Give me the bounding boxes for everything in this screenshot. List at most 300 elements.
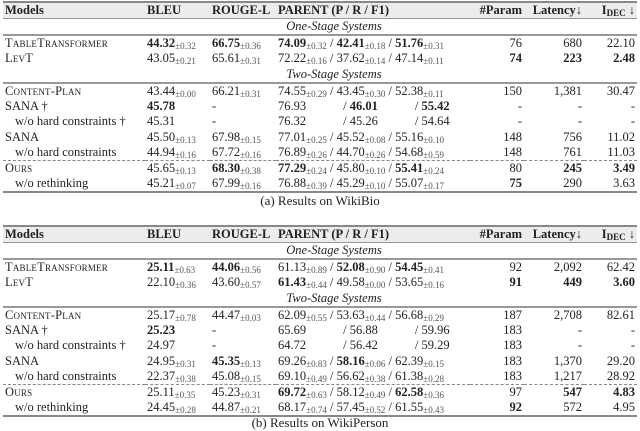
latency-cell (524, 114, 584, 130)
parent-recall-value: 52.08 (336, 260, 365, 274)
parent-recall-std: ±0.10 (364, 166, 386, 176)
parent-f1-std: ±0.10 (423, 134, 444, 145)
latency-value: 1,381 (553, 83, 582, 98)
table-header (3, 226, 637, 243)
latency (554, 84, 582, 98)
bleu-std: ±0.21 (175, 56, 196, 67)
latency-cell (524, 176, 584, 192)
rouge-cell (210, 99, 276, 115)
idec-cell (584, 369, 637, 385)
table-header (3, 2, 637, 19)
param (510, 161, 523, 175)
idec-cell (584, 51, 637, 67)
bleu-std: ±0.00 (175, 88, 196, 99)
separator: / (385, 369, 396, 383)
header-idec (584, 2, 637, 19)
model-name: w/o rethinking (3, 176, 145, 192)
parent-cell (276, 354, 470, 370)
header-bleu: BLEU (145, 226, 210, 243)
section-label: Two-Stage Systems (3, 291, 637, 307)
model-name: w/o hard constraints † (15, 114, 126, 129)
latency-cell (524, 400, 584, 416)
rouge-cell (210, 161, 276, 177)
latency (554, 260, 582, 274)
parent-recall-value: 42.41 (336, 36, 365, 50)
rouge-std: ±0.16 (240, 181, 261, 191)
parent-recall-value: 45.52 (336, 129, 365, 144)
rouge-value: - (212, 114, 217, 129)
table-row (3, 51, 637, 67)
param-cell (470, 400, 524, 416)
separator: / (326, 83, 337, 98)
header-models: Models (3, 2, 145, 19)
bleu-value: 45.31 (147, 114, 176, 129)
bleu-cell (145, 145, 210, 161)
separator: / (385, 129, 396, 144)
idec (631, 114, 635, 128)
bleu-std: ±0.32 (175, 41, 196, 51)
parent-recall (350, 323, 412, 338)
param-cell (470, 385, 524, 401)
parent-cell (276, 83, 470, 99)
separator: / (340, 322, 350, 337)
param-value: 183 (503, 369, 522, 383)
bleu-value: 45.78 (147, 98, 176, 113)
parent-cell (276, 275, 470, 291)
separator: / (326, 275, 337, 290)
parent-cell (276, 385, 470, 401)
bleu-cell (145, 369, 210, 385)
parent-recall-value: 58.12 (336, 385, 365, 399)
rouge-std: ±0.57 (240, 280, 261, 291)
rouge-std: ±0.36 (240, 41, 261, 51)
parent-recall-std: ±0.00 (364, 280, 386, 291)
rouge (212, 176, 261, 190)
table-row (3, 385, 637, 401)
parent-f1-std: ±0.16 (423, 280, 444, 291)
bleu-cell (145, 35, 210, 51)
parent-f1 (395, 260, 444, 274)
model-name: Ours (3, 161, 145, 177)
parent-f1-value: 61.55 (395, 400, 424, 414)
param-cell (470, 83, 524, 99)
section-label: One-Stage Systems (3, 243, 637, 260)
latency-value: 223 (563, 51, 582, 66)
rouge-std: ±0.16 (240, 150, 261, 160)
parent-recall-std: ±0.52 (364, 405, 386, 415)
header-idec-label: I (601, 227, 607, 241)
header-models: Models (3, 226, 145, 243)
bleu-value: 25.17 (147, 307, 176, 322)
parent-f1 (395, 400, 444, 414)
parent-f1-value: 56.68 (395, 307, 424, 322)
idec-value: - (630, 338, 635, 353)
parent-f1 (395, 369, 444, 383)
idec-value: - (630, 114, 635, 129)
parent-cell (276, 259, 470, 275)
latency-cell (524, 385, 584, 401)
parent-f1 (395, 84, 443, 98)
idec-value: 62.42 (606, 260, 635, 274)
parent-f1 (395, 308, 444, 322)
parent-precision (278, 161, 327, 175)
separator: / (411, 98, 422, 113)
idec-cell (584, 354, 637, 370)
param-value: 183 (503, 353, 522, 368)
parent-recall-std: ±0.08 (364, 134, 386, 145)
parent-f1-std: ±0.11 (423, 88, 444, 99)
separator: / (326, 161, 337, 175)
parent-precision (278, 369, 327, 383)
idec-value: 22.10 (606, 36, 635, 50)
param (510, 260, 523, 274)
idec-cell (584, 385, 637, 401)
latency-value: 572 (563, 400, 582, 414)
rouge (212, 385, 261, 399)
bleu (147, 84, 196, 98)
parent-precision-value: 74.55 (278, 83, 307, 98)
parent-precision-std: ±0.32 (306, 41, 327, 51)
parent-f1-std: ±0.15 (423, 358, 444, 369)
idec (631, 338, 635, 352)
header-param: #Param (470, 2, 524, 19)
rouge-cell (210, 83, 276, 99)
parent-recall-value: 56.88 (349, 322, 378, 337)
latency-value: 449 (563, 275, 582, 290)
bleu-cell (145, 161, 210, 177)
param (503, 130, 522, 144)
table-row (3, 400, 637, 416)
bleu-std: ±0.07 (175, 181, 196, 191)
rouge-cell (210, 130, 276, 146)
param (503, 84, 522, 98)
latency-cell (524, 323, 584, 339)
param (510, 176, 523, 190)
param-cell (470, 259, 524, 275)
parent-recall-std: ±0.90 (364, 265, 386, 275)
parent-precision-std: ±0.63 (306, 390, 327, 400)
rouge-cell (210, 114, 276, 130)
table-row (3, 176, 637, 192)
parent-recall-std: ±0.18 (364, 41, 386, 51)
idec-cell (584, 35, 637, 51)
parent-f1-std: ±0.31 (423, 41, 444, 51)
idec-cell (584, 338, 637, 354)
section-label: One-Stage Systems (3, 19, 637, 36)
model-name: w/o hard constraints (15, 145, 117, 159)
separator: / (385, 51, 396, 66)
parent-f1 (395, 354, 444, 368)
bleu-std: ±0.35 (174, 390, 196, 400)
parent-f1-value: 61.38 (395, 369, 424, 383)
bleu (147, 51, 196, 65)
param (510, 275, 523, 289)
param-cell (470, 35, 524, 51)
rouge-std: ±0.13 (240, 358, 261, 369)
param-cell (470, 323, 524, 339)
parent-recall (337, 130, 386, 144)
parent-precision-value: 62.09 (278, 307, 307, 322)
latency (563, 275, 582, 289)
parent-recall-value: 53.63 (336, 307, 365, 322)
param-value: 187 (503, 307, 522, 322)
parent-f1 (395, 161, 444, 175)
parent-precision-value: 76.93 (278, 98, 307, 113)
parent-cell (276, 323, 470, 339)
idec (631, 323, 635, 337)
rouge-cell (210, 176, 276, 192)
idec-value: 11.02 (607, 129, 635, 144)
idec-cell (584, 130, 637, 146)
model-name: LevT (5, 275, 34, 290)
bleu (147, 161, 196, 175)
param-value: 75 (509, 176, 522, 190)
rouge-cell (210, 385, 276, 401)
idec (607, 369, 635, 383)
rouge-cell (210, 307, 276, 323)
table-row (3, 338, 637, 354)
table-row (3, 369, 637, 385)
parent-recall-std: ±0.49 (364, 390, 386, 400)
latency (563, 161, 582, 175)
rouge-value: 45.23 (212, 385, 241, 399)
parent-recall (337, 84, 386, 98)
param-cell (470, 161, 524, 177)
parent-f1-value: 54.45 (395, 260, 424, 274)
parent-precision-value: 74.09 (278, 36, 307, 50)
rouge-cell (210, 400, 276, 416)
param (503, 338, 522, 352)
rouge-value: 44.47 (212, 307, 241, 322)
parent-recall (337, 354, 386, 368)
parent-f1 (395, 275, 444, 289)
parent-precision-std: ±0.83 (306, 358, 327, 369)
rouge (212, 114, 216, 128)
parent-precision (278, 99, 340, 114)
separator: / (411, 114, 422, 129)
parent-recall-value: 45.80 (336, 161, 365, 175)
idec (607, 145, 635, 159)
idec (607, 354, 635, 368)
parent-recall-value: 56.42 (349, 338, 378, 353)
bleu (147, 130, 196, 144)
idec (613, 275, 635, 289)
results-table-wikiperson (3, 225, 637, 417)
parent-precision (278, 51, 327, 65)
header-row (3, 226, 637, 243)
latency-value: 2,708 (553, 307, 582, 322)
rouge (212, 400, 261, 414)
parent-precision (278, 145, 327, 159)
param-value: 80 (509, 161, 522, 175)
separator: / (326, 260, 337, 274)
parent-precision (278, 385, 327, 399)
parent-f1-value: 62.39 (395, 353, 424, 368)
header-bleu: BLEU (145, 2, 210, 19)
parent-recall-value: 37.62 (336, 51, 365, 66)
separator: / (385, 176, 396, 190)
bleu-cell (145, 259, 210, 275)
separator: / (385, 353, 396, 368)
parent-f1-value: 59.29 (421, 338, 450, 353)
parent-f1-value: 55.42 (421, 98, 450, 113)
section-row (3, 243, 637, 260)
rouge-std: ±0.21 (240, 405, 261, 415)
idec (607, 260, 635, 274)
parent-recall-value: 46.01 (349, 98, 378, 113)
param (503, 369, 522, 383)
separator: / (385, 307, 396, 322)
parent-precision-value: 76.89 (278, 145, 307, 159)
parent-f1-std: ±0.59 (423, 150, 444, 160)
parent-f1-value: 59.96 (421, 322, 450, 337)
model-name: TableTransformer (5, 36, 108, 50)
parent-precision-std: ±0.49 (306, 374, 327, 384)
rouge (212, 260, 261, 274)
bleu-std: ±0.63 (174, 265, 196, 275)
parent-f1-value: 51.76 (395, 36, 424, 50)
parent-cell (276, 51, 470, 67)
latency-cell (524, 145, 584, 161)
rouge-std: ±0.15 (240, 134, 261, 145)
parent-f1-std: ±0.29 (423, 312, 444, 323)
header-idec-sub: DEC (606, 232, 626, 242)
separator: / (385, 36, 396, 50)
header-parent: PARENT (P / R / F1) (276, 226, 470, 243)
separator: / (385, 385, 396, 399)
parent-precision-std: ±0.44 (306, 280, 327, 291)
param-value: 183 (503, 322, 522, 337)
separator: / (326, 369, 337, 383)
rouge-value: 66.21 (212, 83, 241, 98)
idec-cell (584, 114, 637, 130)
caption-wikibio: (a) Results on WikiBio (260, 193, 380, 208)
parent-precision-std: ±0.29 (306, 88, 327, 99)
latency (563, 145, 582, 159)
parent-recall-value: 44.70 (336, 145, 365, 159)
param (510, 36, 523, 50)
param-value: 74 (509, 51, 522, 66)
idec (607, 36, 635, 50)
rouge-std: ±0.31 (240, 390, 261, 400)
parent-cell (276, 99, 470, 115)
idec-cell (584, 99, 637, 115)
rouge-value: 67.98 (212, 129, 241, 144)
table-row (3, 323, 637, 339)
model-name: w/o rethinking (3, 400, 145, 416)
table-row (3, 259, 637, 275)
rouge-cell (210, 275, 276, 291)
idec-value: 4.83 (613, 385, 635, 399)
param-cell (470, 99, 524, 115)
parent-f1-std: ±0.43 (423, 405, 444, 415)
idec-value: 11.03 (607, 145, 635, 159)
parent-precision-value: 76.32 (278, 114, 307, 129)
bleu-cell (145, 354, 210, 370)
parent-recall (337, 260, 386, 274)
separator: / (326, 51, 337, 66)
latency-value: 547 (563, 385, 582, 399)
parent-recall-value: 45.26 (349, 114, 378, 129)
param-value: - (517, 114, 522, 129)
idec (613, 385, 635, 399)
separator: / (340, 338, 350, 353)
separator: / (326, 145, 337, 159)
parent-f1-value: 62.58 (395, 385, 424, 399)
rouge-value: 44.06 (212, 260, 241, 274)
section-row (3, 19, 637, 36)
parent-recall (337, 400, 386, 414)
bleu (147, 260, 195, 274)
separator: / (326, 129, 337, 144)
parent-recall (337, 176, 386, 190)
idec-cell (584, 145, 637, 161)
parent-cell (276, 307, 470, 323)
param-value: 150 (503, 83, 522, 98)
parent-recall (337, 275, 386, 289)
latency (563, 385, 582, 399)
bleu-cell (145, 400, 210, 416)
section-row (3, 291, 637, 307)
header-idec-label: I (601, 3, 607, 17)
bleu-cell (145, 130, 210, 146)
bleu-value: 25.23 (147, 322, 176, 337)
rouge-cell (210, 259, 276, 275)
param (503, 323, 522, 337)
parent-precision (278, 323, 340, 338)
latency-value: 761 (563, 145, 582, 159)
parent-precision-std: ±0.39 (306, 181, 327, 191)
rouge-cell (210, 354, 276, 370)
idec-cell (584, 400, 637, 416)
parent-cell (276, 130, 470, 146)
bleu-value: 45.50 (147, 129, 176, 144)
table-body (3, 19, 637, 193)
latency (578, 323, 582, 337)
parent-recall-value: 56.62 (336, 369, 365, 383)
rouge (212, 99, 216, 113)
param-cell (470, 307, 524, 323)
latency-cell (524, 130, 584, 146)
rouge-value: 66.75 (212, 36, 241, 50)
model-name: Content-Plan (5, 307, 82, 322)
latency-cell (524, 161, 584, 177)
bleu-std: ±0.13 (175, 134, 196, 145)
bleu-std: ±0.28 (175, 405, 196, 415)
rouge (212, 323, 216, 337)
bleu (147, 338, 175, 352)
idec-value: 3.63 (613, 176, 635, 190)
table-row (3, 35, 637, 51)
parent-f1 (395, 145, 444, 159)
bleu-value: 22.10 (147, 275, 176, 290)
model-name: TableTransformer (5, 260, 108, 274)
parent-recall-std: ±0.10 (364, 181, 386, 191)
latency (578, 338, 582, 352)
bleu-value: 44.94 (147, 145, 176, 159)
latency-value: 1,217 (553, 369, 582, 383)
rouge (212, 130, 261, 144)
idec (613, 161, 635, 175)
separator: / (385, 275, 396, 290)
model-name: SANA † (5, 322, 48, 337)
parent-precision-value: 77.01 (278, 129, 307, 144)
header-idec-arrow: ↓ (625, 227, 635, 241)
bleu (147, 354, 196, 368)
param (510, 51, 523, 65)
rouge (212, 275, 261, 289)
param-cell (470, 130, 524, 146)
